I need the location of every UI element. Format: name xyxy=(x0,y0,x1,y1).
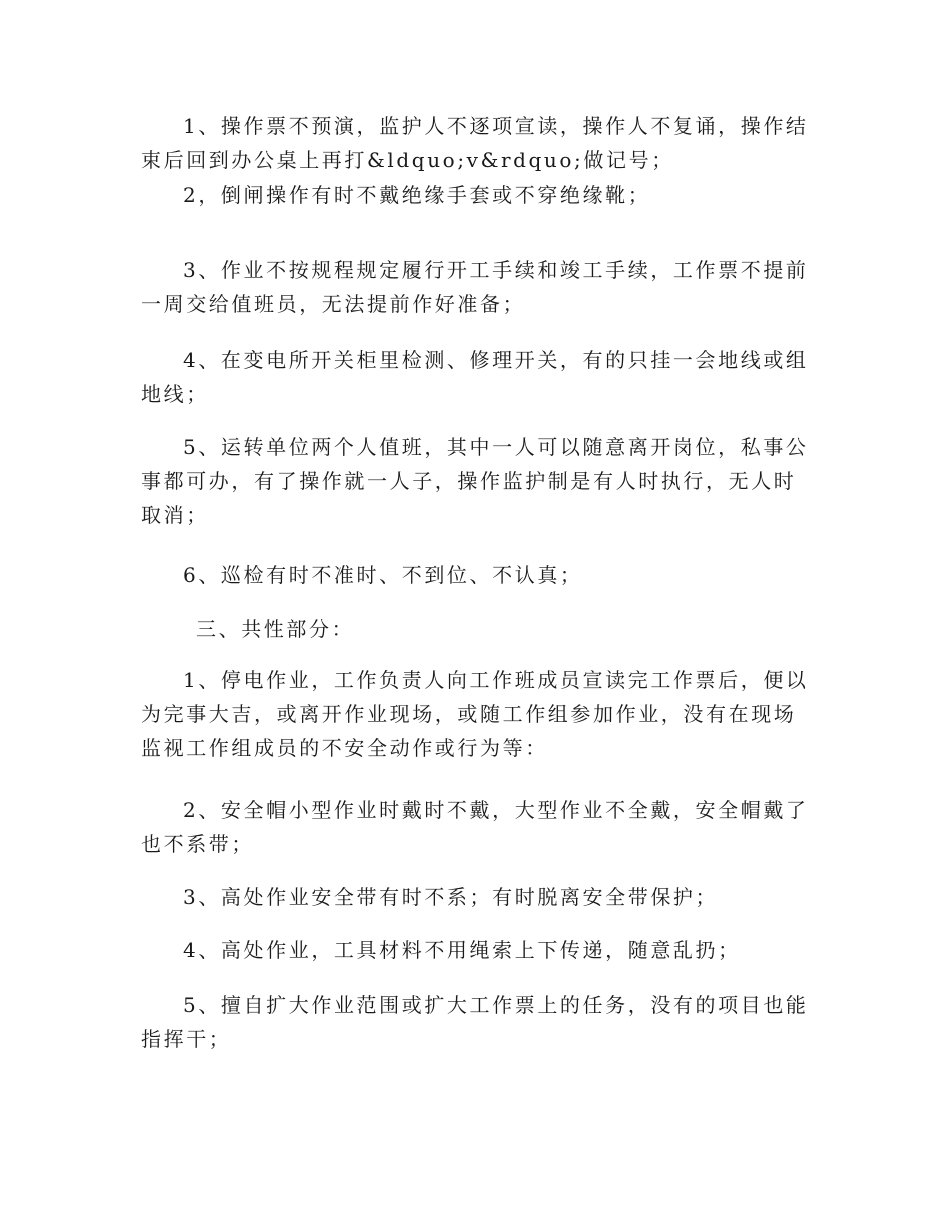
paragraph-work-leader: 1、停电作业，工作负责人向工作班成员宣读完工作票后，便以为完事大吉，或离开作业现场，或随工作组参加作业，没有在现场监视工作组成员的不安全动作或行为等： xyxy=(141,668,809,760)
paragraph-safety-helmet: 2、安全帽小型作业时戴时不戴，大型作业不全戴，安全帽戴了也不系带； xyxy=(141,798,809,856)
paragraph-inspection: 6、巡检有时不准时、不到位、不认真； xyxy=(183,563,583,587)
paragraph-substation-grounding: 4、在变电所开关柜里检测、修理开关，有的只挂一会地线或组地线； xyxy=(141,348,809,406)
paragraph-duty-shift: 5、运转单位两个人值班，其中一人可以随意离开岗位，私事公事都可办，有了操作就一人子，操作监护制是有人时执行，无人时取消； xyxy=(141,435,809,527)
section-heading-common: 三、共性部分： xyxy=(196,617,355,641)
paragraph-insulation-gear: 2，倒闸操作有时不戴绝缘手套或不穿绝缘靴； xyxy=(183,183,651,207)
paragraph-operation-ticket: 1、操作票不预演，监护人不逐项宣读，操作人不复诵，操作结束后回到办公桌上再打&ldquo;v&rdquo;做记号； xyxy=(141,114,809,172)
paragraph-scope-expansion: 5、擅自扩大作业范围或扩大工作票上的任务，没有的项目也能指挥干； xyxy=(141,993,809,1051)
paragraph-work-procedures: 3、作业不按规程规定履行开工手续和竣工手续，工作票不提前一周交给值班员，无法提前作好准备； xyxy=(141,258,809,316)
paragraph-tool-transfer: 4、高处作业，工具材料不用绳索上下传递，随意乱扔； xyxy=(183,938,741,962)
paragraph-safety-belt: 3、高处作业安全带有时不系；有时脱离安全带保护； xyxy=(183,885,719,909)
